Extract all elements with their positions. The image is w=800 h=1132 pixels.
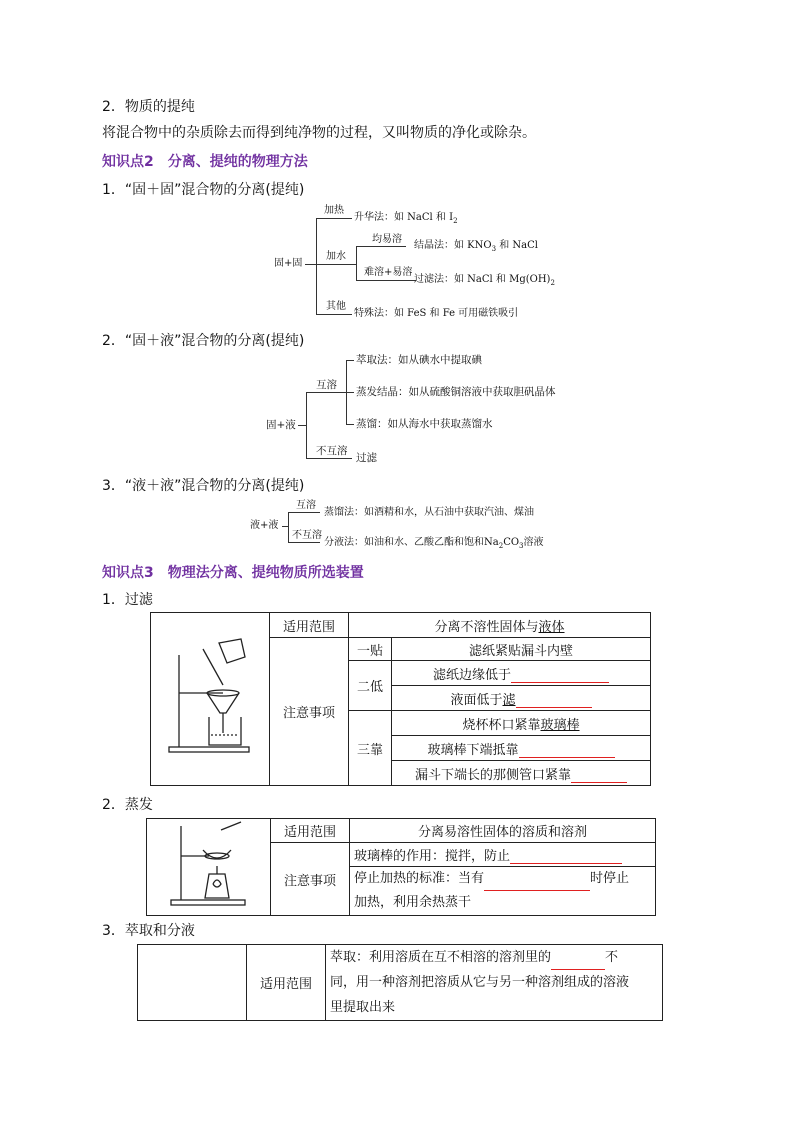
d2-insoluble-label: 不互溶 bbox=[316, 445, 348, 457]
purification-definition: 将混合物中的杂质除去而得到纯净物的过程，又叫物质的净化或除杂。 bbox=[102, 125, 536, 141]
knowledge-point-2-title: 知识点2 分离、提纯的物理方法 bbox=[102, 154, 308, 170]
evaporation-table bbox=[146, 818, 656, 916]
d3-insoluble-label: 不互溶 bbox=[292, 530, 322, 541]
extraction-table bbox=[137, 944, 663, 1021]
section-title-purification: 2．物质的提纯 bbox=[102, 99, 195, 115]
solid-liquid-diagram bbox=[262, 350, 582, 470]
d3-soluble-label: 互溶 bbox=[296, 500, 316, 511]
solid-liquid-heading: 2．“固＋液”混合物的分离(提纯) bbox=[102, 333, 305, 349]
d2-distill: 蒸馏：如从海水中获取蒸馏水 bbox=[356, 418, 493, 430]
filt-er-2: 液面低于滤 bbox=[392, 686, 651, 711]
d1-hard-easy-label: 难溶+易溶 bbox=[364, 267, 413, 278]
extr-scope-value: 萃取：利用溶质在互不相溶的溶剂里的 不 同，用一种溶剂把溶质从它与另一种溶剂组成的溶液 里提取出来 bbox=[326, 945, 663, 1021]
filt-notes-label: 注意事项 bbox=[270, 638, 349, 786]
extraction-heading: 3．萃取和分液 bbox=[102, 923, 195, 939]
filt-san-label: 三靠 bbox=[349, 711, 392, 786]
filt-yi-1: 滤纸紧贴漏斗内壁 bbox=[392, 638, 651, 661]
solid-solid-heading: 1．“固＋固”混合物的分离(提纯) bbox=[102, 182, 305, 198]
liquid-liquid-heading: 3．“液＋液”混合物的分离(提纯) bbox=[102, 478, 305, 494]
d1-filter: 过滤法：如 NaCl 和 $Mg(OH)_2$ bbox=[414, 274, 555, 287]
extraction-apparatus-cell bbox=[138, 945, 247, 1021]
evap-note-2: 停止加热的标准：当有 时停止 加热，利用余热蒸干 bbox=[350, 867, 656, 916]
filt-yi-label: 一贴 bbox=[349, 638, 392, 661]
solid-solid-diagram bbox=[270, 200, 570, 320]
d1-crystallize: 结晶法：如 $KNO_3$ 和 NaCl bbox=[414, 240, 538, 253]
evaporation-apparatus-cell bbox=[147, 819, 271, 916]
evap-scope-value: 分离易溶性固体的溶质和溶剂 bbox=[350, 819, 656, 843]
d1-sublime: 升华法：如 NaCl 和 $I_2$ bbox=[354, 212, 458, 225]
d3-root: 液+液 bbox=[250, 520, 279, 531]
filt-er-label: 二低 bbox=[349, 661, 392, 711]
d2-root: 固+液 bbox=[266, 419, 296, 431]
filt-san-2: 玻璃棒下端抵靠 bbox=[392, 736, 651, 761]
d1-special: 特殊法：如 FeS 和 Fe 可用磁铁吸引 bbox=[354, 308, 519, 319]
filtration-apparatus-cell bbox=[151, 613, 270, 786]
filt-er-1: 滤纸边缘低于 bbox=[392, 661, 651, 686]
filt-scope-label: 适用范围 bbox=[270, 613, 349, 638]
filt-san-3: 漏斗下端长的那侧管口紧靠 bbox=[392, 761, 651, 786]
d2-extract: 萃取法：如从碘水中提取碘 bbox=[356, 354, 482, 366]
d1-water-label: 加水 bbox=[326, 251, 346, 262]
evap-scope-label: 适用范围 bbox=[271, 819, 350, 843]
filtration-heading: 1．过滤 bbox=[102, 592, 153, 608]
evaporation-heading: 2．蒸发 bbox=[102, 797, 153, 813]
d3-separate: 分液法：如油和水、乙酸乙酯和饱和$Na_2CO_3$溶液 bbox=[324, 537, 544, 550]
extr-scope-label: 适用范围 bbox=[247, 945, 326, 1021]
d1-heat-label: 加热 bbox=[324, 205, 344, 216]
evaporation-apparatus-icon bbox=[169, 820, 249, 910]
evap-note-1: 玻璃棒的作用：搅拌，防止 bbox=[350, 843, 656, 867]
knowledge-point-3-title: 知识点3 物理法分离、提纯物质所选装置 bbox=[102, 565, 364, 581]
d2-evaporate: 蒸发结晶：如从硫酸铜溶液中获取胆矾晶体 bbox=[356, 386, 556, 398]
d2-filter: 过滤 bbox=[356, 452, 377, 464]
liquid-liquid-diagram bbox=[250, 498, 590, 552]
filt-san-1: 烧杯杯口紧靠玻璃棒 bbox=[392, 711, 651, 736]
d1-easy-label: 均易溶 bbox=[372, 234, 402, 245]
d3-distill: 蒸馏法：如酒精和水，从石油中获取汽油、煤油 bbox=[324, 507, 534, 518]
evap-notes-label: 注意事项 bbox=[271, 843, 350, 916]
d1-other-label: 其他 bbox=[326, 301, 346, 312]
filtration-table bbox=[150, 612, 651, 786]
d2-soluble-label: 互溶 bbox=[316, 379, 337, 391]
d1-root: 固+固 bbox=[274, 258, 303, 269]
filt-scope-value: 分离不溶性固体与液体 bbox=[349, 613, 651, 638]
filtration-apparatus-icon bbox=[165, 637, 255, 757]
